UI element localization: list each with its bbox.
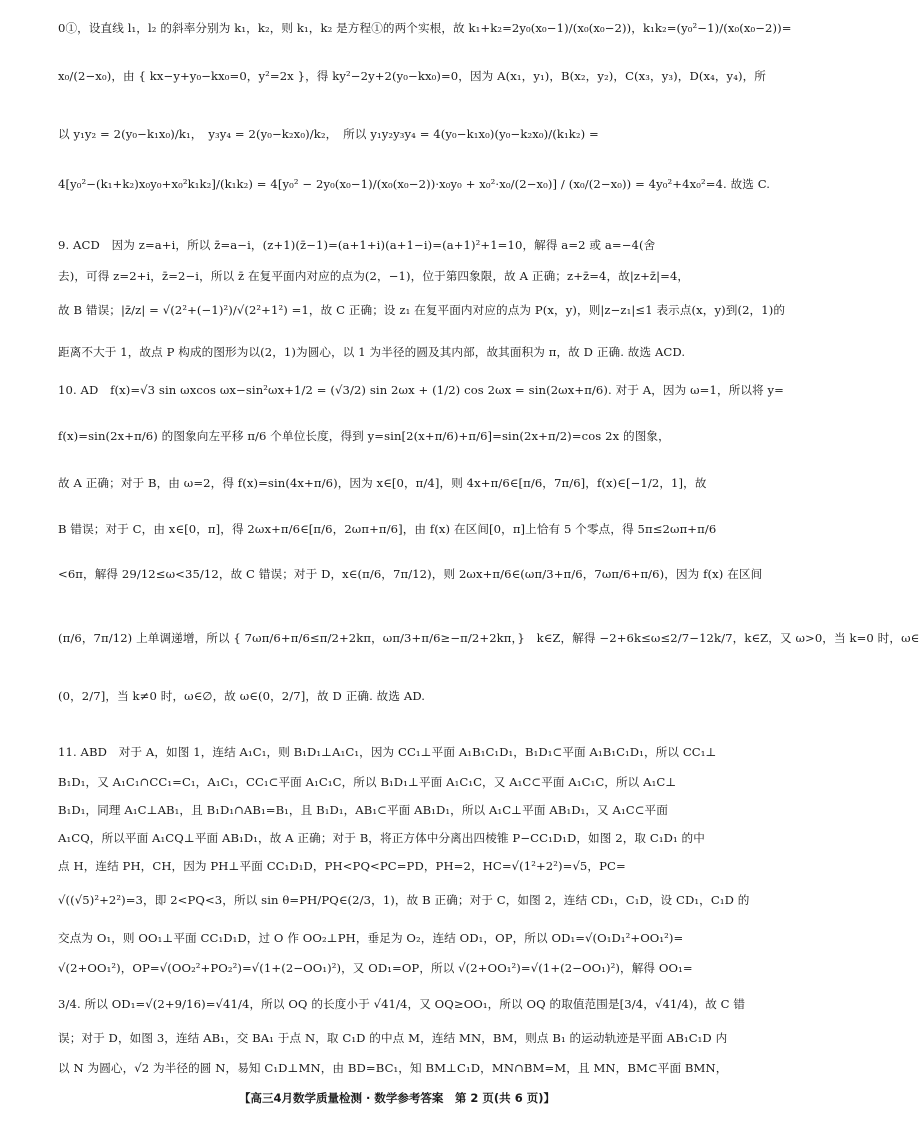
text-line: 9. ACD 因为 z=a+i，所以 z̄=a−i，(z+1)(z̄−1)=(a+1+i)(a+1−i)=(a+1)²+1=10，解得 a=2 或 a=−4(舍: [58, 238, 656, 252]
text-line: 去)，可得 z=2+i，z̄=2−i，所以 z̄ 在复平面内对应的点为(2，−1)，位于第四象限，故 A 正确；z+z̄=4，故|z+z̄|=4，: [58, 269, 690, 283]
text-line: 距离不大于 1，故点 P 构成的图形为以(2，1)为圆心，以 1 为半径的圆及其内部，故其面积为 π，故 D 正确. 故选 ACD.: [58, 345, 686, 359]
text-line: 11. ABD 对于 A，如图 1，连结 A₁C₁，则 B₁D₁⊥A₁C₁，因为 CC₁⊥平面 A₁B₁C₁D₁，B₁D₁⊂平面 A₁B₁C₁D₁，所以 CC₁⊥: [58, 745, 717, 759]
page-footer: 【高三4月数学质量检测 · 数学参考答案 第 2 页(共 6 页)】: [239, 1091, 555, 1105]
text-line: B₁D₁，又 A₁C₁∩CC₁=C₁，A₁C₁，CC₁⊂平面 A₁C₁C，所以 B₁D₁⊥平面 A₁C₁C，又 A₁C⊂平面 A₁C₁C，所以 A₁C⊥: [58, 775, 677, 789]
text-line: √(2+OO₁²)，OP=√(OO₂²+PO₂²)=√(1+(2−OO₁)²)，又 OD₁=OP，所以 √(2+OO₁²)=√(1+(2−OO₁)²)，解得 OO₁=: [58, 961, 693, 975]
text-line: x₀/(2−x₀)，由 { kx−y+y₀−kx₀=0，y²=2x }，得 ky²−2y+2(y₀−kx₀)=0，因为 A(x₁，y₁)，B(x₂，y₂)，C(x₃，y₃)，D(x₄，y₄)，所: [58, 69, 766, 83]
text-line: B 错误；对于 C，由 x∈[0，π]，得 2ωx+π/6∈[π/6，2ωπ+π/6]，由 f(x) 在区间[0，π]上恰有 5 个零点，得 5π≤2ωπ+π/6: [58, 522, 717, 536]
text-line: 故 B 错误；|z̄/z| = √(2²+(−1)²)/√(2²+1²) =1，故 C 正确；设 z₁ 在复平面内对应的点为 P(x，y)，则|z−z₁|≤1 表示点(x，y)到(2，1)的: [58, 303, 786, 317]
text-line: 0①，设直线 l₁，l₂ 的斜率分别为 k₁，k₂，则 k₁，k₂ 是方程①的两个实根，故 k₁+k₂=2y₀(x₀−1)/(x₀(x₀−2))，k₁k₂=(y₀²−1)/(x₀(x₀−2))=: [58, 21, 792, 35]
text-line: 10. AD f(x)=√3 sin ωxcos ωx−sin²ωx+1/2 = (√3/2) sin 2ωx + (1/2) cos 2ωx = sin(2ωx+π/6). 对于 A，因为 ω=1，所以将 y=: [58, 383, 784, 397]
text-line: 点 H，连结 PH，CH，因为 PH⊥平面 CC₁D₁D，PH<PQ<PC=PD，PH=2，HC=√(1²+2²)=√5，PC=: [58, 859, 626, 873]
text-line: A₁CQ，所以平面 A₁CQ⊥平面 AB₁D₁，故 A 正确；对于 B，将正方体中分离出四棱锥 P−CC₁D₁D，如图 2，取 C₁D₁ 的中: [58, 831, 705, 845]
text-line: 4[y₀²−(k₁+k₂)x₀y₀+x₀²k₁k₂]/(k₁k₂) = 4[y₀² − 2y₀(x₀−1)/(x₀(x₀−2))·x₀y₀ + x₀²·x₀/(2−x₀)] / (x₀/(2−x₀)) = 4y₀²+4x₀²=4. 故选 C.: [58, 177, 771, 191]
text-line: <6π，解得 29/12≤ω<35/12，故 C 错误；对于 D，x∈(π/6，7π/12)，则 2ωx+π/6∈(ωπ/3+π/6，7ωπ/6+π/6)，因为 f(x) 在区间: [58, 567, 763, 581]
text-line: 3/4. 所以 OD₁=√(2+9/16)=√41/4，所以 OQ 的长度小于 √41/4，又 OQ≥OO₁，所以 OQ 的取值范围是[3/4，√41/4)，故 C 错: [58, 997, 746, 1011]
text-line: (π/6，7π/12) 上单调递增，所以 { 7ωπ/6+π/6≤π/2+2kπ，ωπ/3+π/6≥−π/2+2kπ，} k∈Z，解得 −2+6k≤ω≤2/7−12k/7，k∈Z，又 ω>0，当 k=0 时，ω∈: [58, 631, 919, 645]
text-line: (0，2/7]，当 k≠0 时，ω∈∅，故 ω∈(0，2/7]，故 D 正确. 故选 AD.: [58, 689, 426, 703]
text-line: √((√5)²+2²)=3，即 2<PQ<3，所以 sin θ=PH/PQ∈(2/3，1)，故 B 正确；对于 C，如图 2，连结 CD₁，C₁D，设 CD₁，C₁D 的: [58, 893, 750, 907]
text-line: 误；对于 D，如图 3，连结 AB₁，交 BA₁ 于点 N，取 C₁D 的中点 M，连结 MN，BM，则点 B₁ 的运动轨迹是平面 AB₁C₁D 内: [58, 1031, 728, 1045]
text-line: 故 A 正确；对于 B，由 ω=2，得 f(x)=sin(4x+π/6)，因为 x∈[0，π/4]，则 4x+π/6∈[π/6，7π/6]，f(x)∈[−1/2，1]，故: [58, 476, 707, 490]
text-line: B₁D₁，同理 A₁C⊥AB₁，且 B₁D₁∩AB₁=B₁，且 B₁D₁，AB₁⊂平面 AB₁D₁，所以 A₁C⊥平面 AB₁D₁，又 A₁C⊂平面: [58, 803, 668, 817]
text-line: f(x)=sin(2x+π/6) 的图象向左平移 π/6 个单位长度，得到 y=sin[2(x+π/6)+π/6]=sin(2x+π/2)=cos 2x 的图象，: [58, 429, 670, 443]
text-line: 交点为 O₁，则 OO₁⊥平面 CC₁D₁D，过 O 作 OO₂⊥PH，垂足为 O₂，连结 OD₁，OP，所以 OD₁=√(O₁D₁²+OO₁²)=: [58, 931, 684, 945]
text-line: 以 N 为圆心，√2 为半径的圆 N，易知 C₁D⊥MN，由 BD=BC₁，知 BM⊥C₁D，MN∩BM=M，且 MN，BM⊂平面 BMN，: [58, 1061, 728, 1075]
text-line: 以 y₁y₂ = 2(y₀−k₁x₀)/k₁， y₃y₄ = 2(y₀−k₂x₀)/k₂， 所以 y₁y₂y₃y₄ = 4(y₀−k₁x₀)(y₀−k₂x₀)/(k₁k₂) =: [58, 127, 599, 141]
